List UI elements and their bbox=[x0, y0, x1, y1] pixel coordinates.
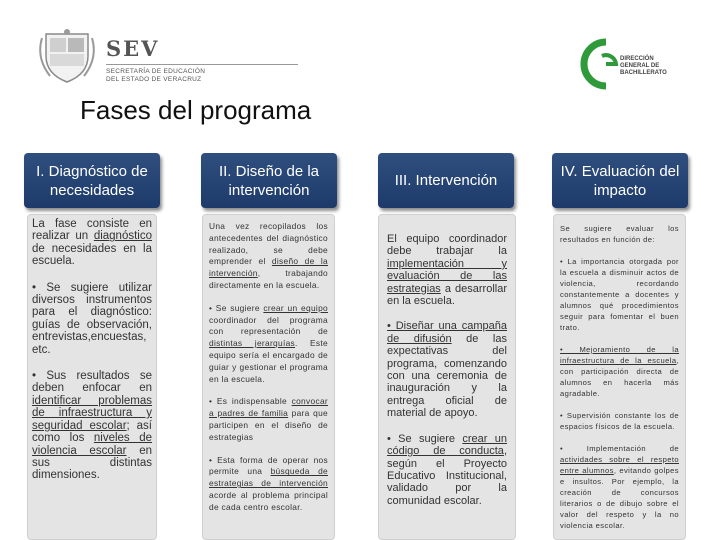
diagnosis-paragraph-2: • Se sugiere utilizar diversos instrumentos para el diagnóstico: guías de observación, entrevistas,encuestas, etc. bbox=[32, 281, 152, 356]
sev-branding bbox=[106, 36, 306, 84]
design-paragraph-4: • Esta forma de operar nos permite una búsqueda de estrategias de intervención acorde al problema principal de cada centro escolar. bbox=[209, 454, 328, 512]
sev-subtitle-2: DEL ESTADO DE VERACRUZ bbox=[106, 76, 202, 83]
dgb-line-2: GENERAL DE bbox=[620, 63, 660, 69]
phase-header-diagnosis: I. Diagnóstico de necesidades bbox=[24, 153, 160, 208]
diagnosis-paragraph-3: • Sus resultados se deben enfocar en identificar problemas de infraestructura y seguridad escolar; así como los niveles de violencia escolar en sus distintas dimensiones. bbox=[32, 370, 153, 482]
phase-header-design: II. Diseño de la intervención bbox=[201, 153, 337, 208]
intervention-paragraph-2: • Diseñar una campaña de difusión de las expectativas del programa, comenzando con una ceremonia de inauguración y la entrega oficial de material de apoyo. bbox=[387, 320, 507, 420]
dgb-line-1: DIRECCIÓN bbox=[620, 56, 654, 62]
evaluation-paragraph-2: • La importancia otorgada por la escuela a disminuir actos de violencia, recordando constantemente a docentes y alumnos qué procedimientos seguir para fomentar el buen trato. bbox=[560, 257, 679, 332]
evaluation-paragraph-4: • Supervisión constante los de espacios físicos de la escuela. bbox=[560, 411, 679, 431]
veracruz-coat-of-arms-icon bbox=[36, 28, 98, 86]
phase-body-intervention bbox=[378, 214, 516, 540]
page-title: Fases del programa bbox=[80, 95, 312, 125]
design-paragraph-1: Una vez recopilados los antecedentes del diagnóstico realizado, se debe emprender el diseño de la intervención, trabajando directamente en la escuela. bbox=[209, 221, 328, 290]
design-paragraph-3: • Es indispensable convocar a padres de familia para que participen en el diseño de estrategias bbox=[209, 396, 328, 442]
diagnosis-paragraph-1: La fase consiste en realizar un diagnóstico de necesidades en la escuela. bbox=[32, 218, 152, 268]
phase-header-intervention: III. Intervención bbox=[378, 153, 514, 208]
phase-body-diagnosis bbox=[27, 214, 157, 540]
phase-body-evaluation bbox=[553, 214, 686, 540]
intervention-paragraph-1: El equipo coordinador debe trabajar la implementación y evaluación de las estrategias a desarrollar en la escuela. bbox=[387, 233, 507, 308]
sev-divider bbox=[106, 64, 298, 65]
dgb-line-3: BACHILLERATO bbox=[620, 70, 667, 76]
intervention-paragraph-3: • Se sugiere crear un código de conducta, según el Proyecto Educativo Institucional, validado por la comunidad escolar. bbox=[387, 432, 507, 507]
phase-header-evaluation: IV. Evaluación del impacto bbox=[552, 153, 688, 208]
evaluation-paragraph-3: • Mejoramiento de la infraestructura de la escuela, con participación directa de alumnos en hacerla más agradable. bbox=[560, 345, 679, 398]
sev-subtitle-1: SECRETARÍA DE EDUCACIÓN bbox=[106, 68, 206, 75]
phase-body-design bbox=[202, 214, 335, 540]
evaluation-paragraph-1: Se sugiere evaluar los resultados en función de: bbox=[560, 224, 679, 244]
sev-title: SEV bbox=[106, 36, 160, 61]
header bbox=[0, 0, 720, 100]
dgb-text bbox=[620, 56, 667, 77]
evaluation-paragraph-5: • Implementación de actividades sobre el respeto entre alumnos, evitando golpes e insultos. Por ejemplo, la creación de concursos literarios o de dibujo sobre el valor del respeto y la no violencia escolar. bbox=[560, 444, 679, 530]
design-paragraph-2: • Se sugiere crear un equipo coordinador del programa con representación de distintas jerarquías. Este equipo sería el encargado de guiar y gestionar el programa en la escuela. bbox=[209, 302, 329, 384]
